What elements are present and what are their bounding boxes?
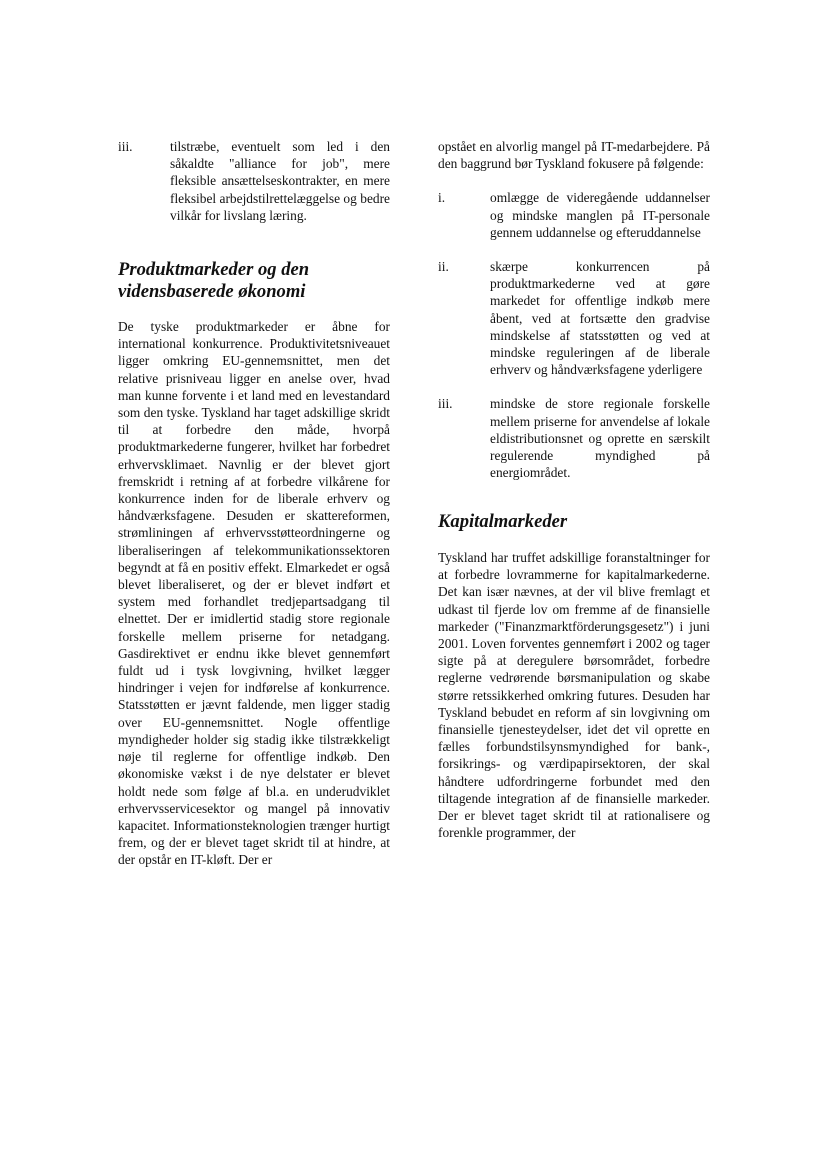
list-text: mindske de store regionale forskelle mellem priserne for anvendelse af lokale eldistributionsnet og oprette en særskilt regulerende myndighed på energiområdet. [490,396,710,481]
body-paragraph: De tyske produktmarkeder er åbne for international konkurrence. Produktivitetsniveauet ligger omkring EU-gennemsnittet, men det relative prisniveau ligger en anelse over, hvad man kunne forvente i et land med en levestandard som den tyske. Tyskland har taget adskillige skridt til at forbedre den måde, hvorpå produktmarkederne fungerer, hvilket har forbedret erhvervsklimaet. Navnlig er der blevet gjort fremskridt i retning af at forbedre vilkårene for konkurrence inden for de liberale erhverv og håndværksfagene. Desuden er skattereformen, strømliningen af erhvervsstøtteordningerne og liberaliseringen af telekommunikationssektoren begyndt at få en positiv effekt. Elmarkedet er også blevet liberaliseret, og der er blevet indført et system med forhandlet tredjepartsadgang til elnettet. Der er imidlertid stadig store regionale forskelle mellem priserne for netadgang. Gasdirektivet er endnu ikke blevet gennemført fuldt ud i tysk lovgivning, hvilket lægger hindringer i vejen for indførelse af konkurrence. Statsstøtten er jævnt faldende, men ligger stadig over EU-gennemsnittet. Nogle offentlige myndigheder holder sig stadig ikke tilstrækkeligt nøje til reglerne for offentlige indkøb. Den økonomiske vækst i de nye delstater er blevet holdt nede som følge af bl.a. en underudviklet erhvervsservicesektor og mangel på innovativ kapacitet. Informationsteknologien trænger hurtigt frem, og der er blevet taget skridt til at hindre, at der opstår en IT-kløft. Der er [118,319,390,868]
list-text: omlægge de videregående uddannelser og mindske manglen på IT-personale gennem uddannelse og efteruddannelse [490,190,710,240]
right-column [438,138,710,841]
section-heading-capital-markets: Kapitalmarkeder [438,511,568,533]
list-item [438,189,710,241]
list-number: iii. [118,139,133,154]
section-heading-product-markets: Produktmarkeder og den vidensbaserede økonomi [118,259,310,302]
list-number: ii. [438,259,449,275]
list-item [118,138,390,224]
list-number: i. [438,190,446,206]
list-number: iii. [438,396,453,412]
left-column [118,138,390,869]
list-text: skærpe konkurrencen på produktmarkederne ved at gøre markedet for offentlige indkøb mere åbent, ved at fortsætte den gradvise mindskelse af statsstøtten og ved at mindske reguleringen af de liberale erhverv og håndværksfagene yderligere [490,259,710,378]
list-item [438,258,710,378]
body-paragraph: Tyskland har truffet adskillige foranstaltninger for at forbedre lovrammerne for kapitalmarkederne. Det kan især nævnes, at der vil blive fremlagt et udkast til fjerde lov om fremme af de finansielle markeder ("Finanzmarktförderungsgesetz") i juni 2001. Loven forventes gennemført i 2002 og tager sigte på at deregulere børsområdet, forbedre reglerne vedrørende børsmanipulation og skabe større retssikkerhed omkring futures. Desuden har Tyskland bebudet en reform af sin lovgivning om finansielle tjenesteydelser, idet det vil oprette en fælles forbundstilsynsmyndighed for bank-, forsikrings- og værdipapirsektoren, der skal håndtere udfordringerne forbundet med den tiltagende integration af de finansielle markeder. Der er blevet taget skridt til at rationalisere og forenkle programmer, der [438,549,710,841]
intro-paragraph: opstået en alvorlig mangel på IT-medarbejdere. På den baggrund bør Tyskland fokusere på følgende: [438,139,710,172]
list-item [438,395,710,481]
list-text: tilstræbe, eventuelt som led i den såkaldte "alliance for job", mere fleksible ansættelseskontrakter, en mere fleksibel arbejdstilrettelæggelse og bedre vilkår for livslang læring. [170,139,390,223]
